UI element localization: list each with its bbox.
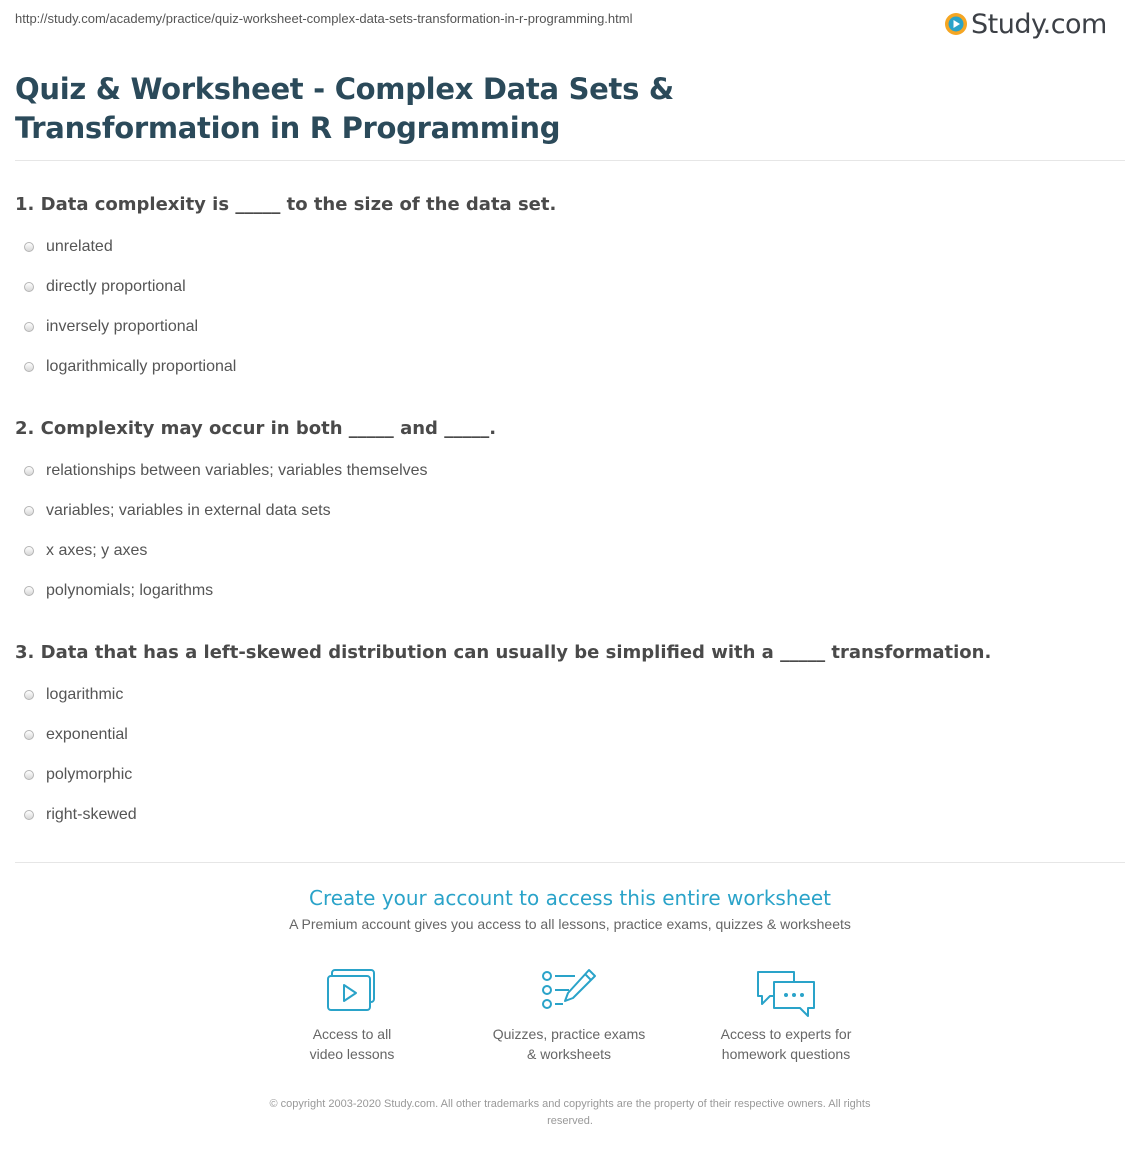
chat-bubbles-icon: [754, 968, 818, 1018]
answer-label: x axes; y axes: [46, 542, 148, 559]
study-logo[interactable]: [944, 6, 1107, 42]
question-2: 2. Complexity may occur in both _____ and _____.: [15, 418, 497, 439]
answer-option[interactable]: [24, 235, 113, 259]
radio-button[interactable]: [24, 242, 34, 252]
quiz-checklist-icon: [541, 968, 597, 1014]
answer-option[interactable]: [24, 499, 331, 523]
answer-option[interactable]: [24, 355, 236, 379]
feature-video-lessons: [257, 968, 447, 1064]
radio-button[interactable]: [24, 730, 34, 740]
feature-label-line1: Quizzes, practice exams: [492, 1026, 646, 1042]
answer-option[interactable]: [24, 315, 198, 339]
radio-button[interactable]: [24, 546, 34, 556]
answer-label: variables; variables in external data sets: [46, 502, 331, 519]
answer-label: unrelated: [46, 238, 113, 255]
premium-description: A Premium account gives you access to all lessons, practice exams, quizzes & worksheets: [289, 916, 851, 932]
feature-experts: [691, 968, 881, 1064]
answer-option[interactable]: [24, 459, 428, 483]
answer-label: directly proportional: [46, 278, 186, 295]
feature-label-line2: homework questions: [721, 1046, 851, 1062]
answer-label: logarithmic: [46, 686, 124, 703]
create-account-link[interactable]: Create your account to access this entire worksheet: [309, 886, 831, 910]
feature-label-line1: Access to experts for: [720, 1026, 852, 1042]
answer-option[interactable]: [24, 539, 147, 563]
answer-label: inversely proportional: [46, 318, 199, 335]
answer-label: relationships between variables; variables themselves: [46, 462, 428, 479]
answer-option[interactable]: [24, 275, 186, 299]
copyright-line-2: reserved.: [547, 1115, 593, 1127]
radio-button[interactable]: [24, 690, 34, 700]
answer-option[interactable]: [24, 579, 213, 603]
feature-quizzes: [474, 968, 664, 1064]
radio-button[interactable]: [24, 322, 34, 332]
answer-option[interactable]: [24, 763, 132, 787]
answer-option[interactable]: [24, 723, 128, 747]
radio-button[interactable]: [24, 466, 34, 476]
section-divider: [15, 862, 1125, 863]
answer-option[interactable]: [24, 803, 137, 827]
feature-label-line1: Access to all: [312, 1026, 392, 1042]
copyright-line-1: © copyright 2003-2020 Study.com. All other trademarks and copyrights are the property of their respective owners. All rights: [269, 1098, 871, 1110]
radio-button[interactable]: [24, 282, 34, 292]
radio-button[interactable]: [24, 586, 34, 596]
question-1: 1. Data complexity is _____ to the size of the data set.: [15, 194, 557, 215]
answer-label: right-skewed: [46, 806, 137, 823]
copyright-notice: [215, 1096, 925, 1130]
title-divider: [15, 160, 1125, 161]
video-lessons-icon: [326, 968, 378, 1014]
answer-label: polynomials; logarithms: [46, 582, 214, 599]
feature-label-line2: & worksheets: [526, 1046, 612, 1062]
page-title: Quiz & Worksheet - Complex Data Sets & Transformation in R Programming: [15, 72, 674, 145]
answer-label: polymorphic: [46, 766, 133, 783]
radio-button[interactable]: [24, 362, 34, 372]
question-3: 3. Data that has a left-skewed distribution can usually be simplified with a _____ transformation.: [15, 642, 992, 663]
answer-label: logarithmically proportional: [46, 358, 237, 375]
study-logo-icon: [944, 12, 968, 36]
page-url: http://study.com/academy/practice/quiz-worksheet-complex-data-sets-transformation-in-r-programming.html: [15, 11, 633, 26]
logo-text: Study.com: [971, 8, 1107, 40]
radio-button[interactable]: [24, 770, 34, 780]
feature-label-line2: video lessons: [309, 1046, 395, 1062]
answer-option[interactable]: [24, 683, 123, 707]
radio-button[interactable]: [24, 506, 34, 516]
answer-label: exponential: [46, 726, 128, 743]
radio-button[interactable]: [24, 810, 34, 820]
